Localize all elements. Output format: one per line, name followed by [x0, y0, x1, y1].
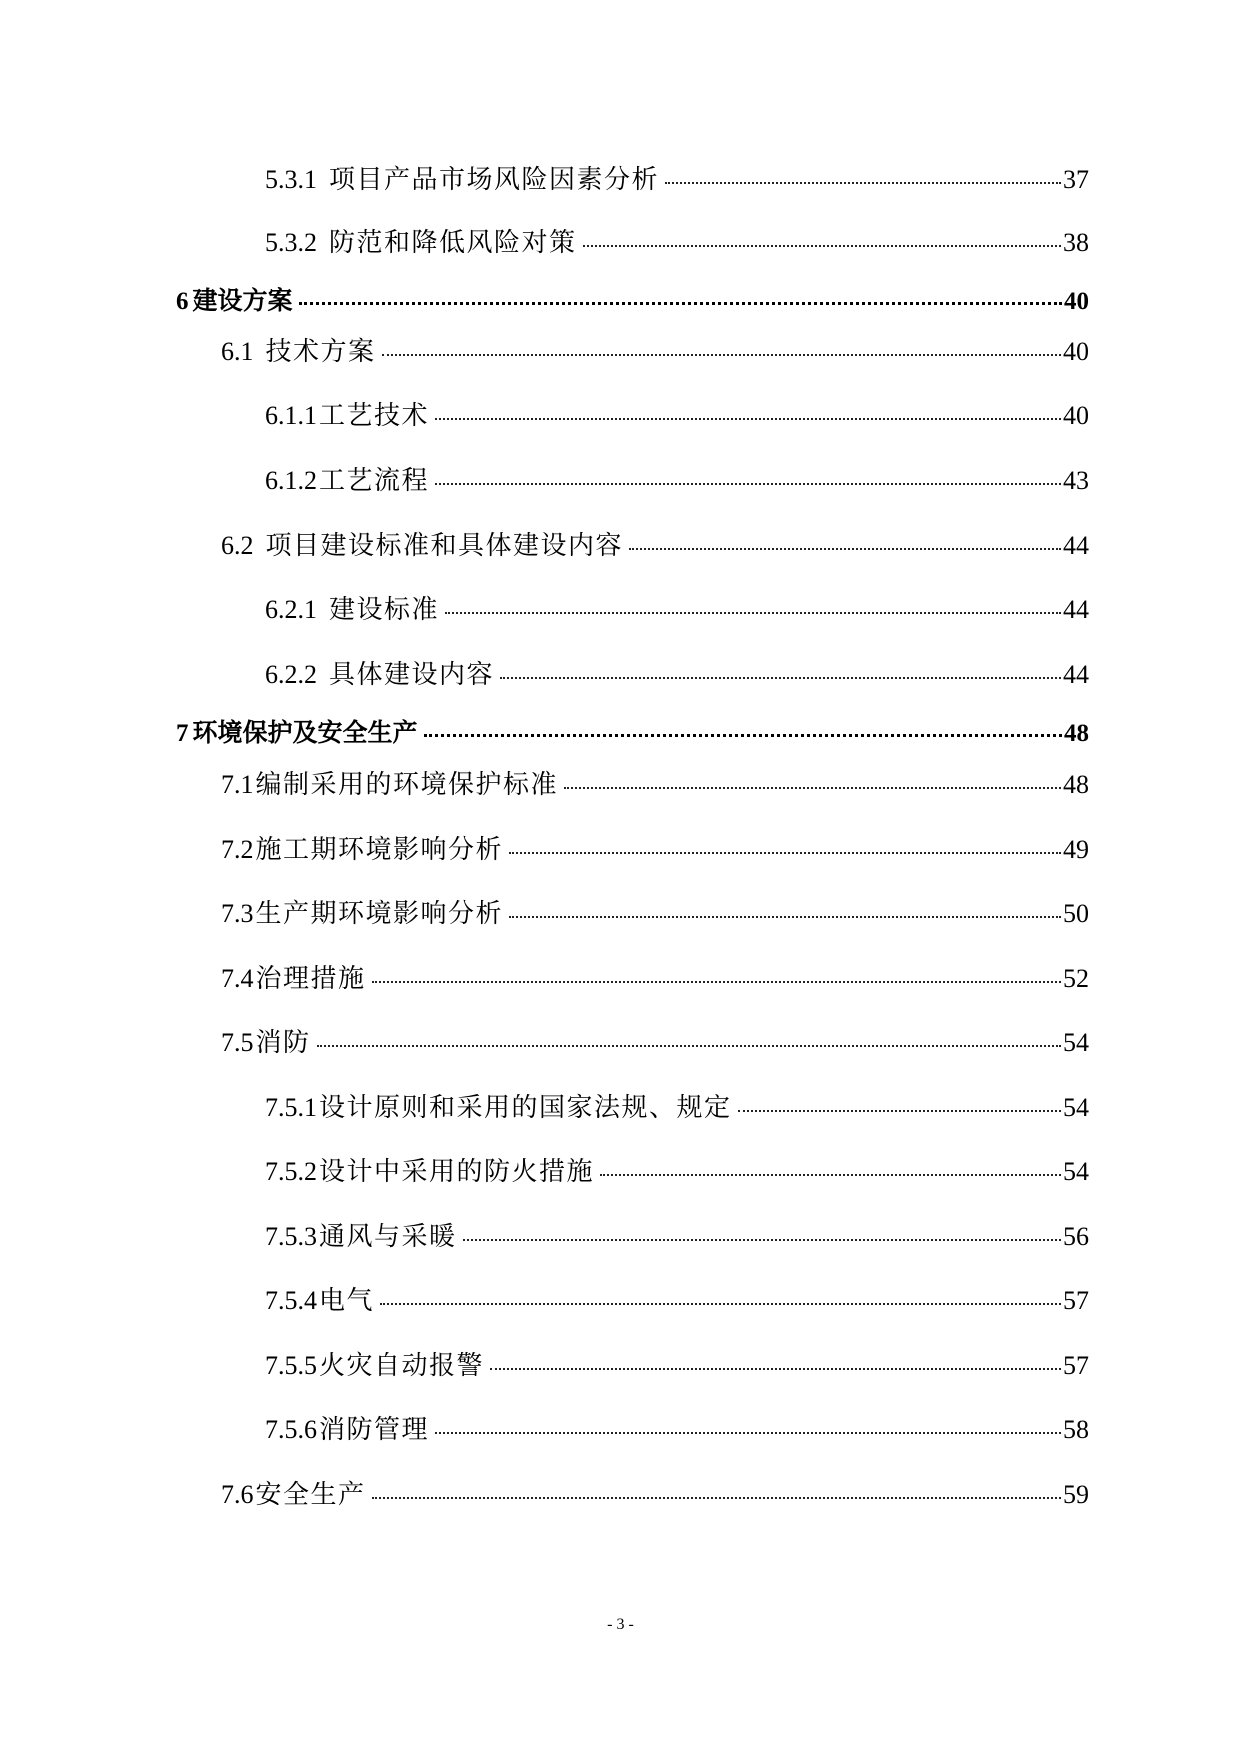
- toc-entry-number: 6.2.1: [265, 595, 317, 624]
- toc-page-number: 43: [1063, 466, 1089, 495]
- toc-entry-title: 设计原则和采用的国家法规、规定: [319, 1093, 732, 1123]
- toc-page-number: 44: [1063, 531, 1089, 560]
- toc-dot-leader: [629, 547, 1061, 550]
- toc-dot-leader: [463, 1238, 1061, 1241]
- toc-entry-number: 7.5.1: [265, 1093, 317, 1122]
- toc-entry-title: 工艺流程: [319, 466, 430, 496]
- toc-entry[interactable]: [265, 1414, 1089, 1446]
- toc-entry-title: 具体建设内容: [329, 660, 495, 690]
- toc-entry[interactable]: [265, 1285, 1089, 1317]
- toc-entry-label: [221, 963, 366, 995]
- toc-page-number: 54: [1063, 1028, 1089, 1057]
- toc-entry-title: 火灾自动报警: [319, 1351, 485, 1381]
- toc-dot-leader: [445, 611, 1061, 614]
- toc-entry[interactable]: [265, 1156, 1089, 1188]
- toc-page-number: 50: [1063, 899, 1089, 928]
- toc-dot-leader: [509, 851, 1061, 854]
- toc-entry[interactable]: [221, 336, 1089, 368]
- toc-entry-title: 施工期环境影响分析: [255, 835, 504, 865]
- toc-dot-leader: [509, 915, 1061, 918]
- toc-entry-number: 7.1: [221, 770, 254, 799]
- toc-dot-leader: [665, 181, 1061, 184]
- toc-entry-number: 7.5.5: [265, 1351, 317, 1380]
- toc-entry-label: [221, 1479, 366, 1511]
- toc-page-number: 48: [1063, 770, 1089, 799]
- toc-entry-label: [176, 285, 293, 318]
- page-number-footer: - 3 -: [607, 1616, 634, 1633]
- toc-entry[interactable]: [265, 227, 1089, 259]
- toc-entry-label: [221, 336, 376, 368]
- toc-entry-title: 工艺技术: [319, 401, 430, 431]
- toc-dot-leader: [564, 786, 1061, 789]
- toc-page-number: 49: [1063, 835, 1089, 864]
- toc-dot-leader: [435, 482, 1061, 485]
- toc-entry-number: 6.1.2: [265, 466, 317, 495]
- toc-entry[interactable]: [265, 164, 1089, 196]
- toc-dot-leader: [738, 1109, 1061, 1112]
- toc-dot-leader: [583, 244, 1061, 247]
- toc-entry-title: 建设方案: [192, 286, 293, 315]
- toc-entry-number: 5.3.1: [265, 165, 317, 194]
- toc-entry[interactable]: [221, 898, 1089, 930]
- toc-entry-label: [221, 898, 503, 930]
- toc-entry-title: 治理措施: [255, 964, 366, 994]
- toc-entry-label: [265, 227, 577, 259]
- toc-entry-title: 项目产品市场风险因素分析: [329, 165, 660, 195]
- toc-dot-leader: [490, 1367, 1061, 1370]
- toc-entry-label: [265, 1221, 457, 1253]
- toc-page-number: 38: [1063, 228, 1089, 257]
- toc-page-number: 37: [1063, 165, 1089, 194]
- toc-entry-title: 生产期环境影响分析: [255, 899, 504, 929]
- toc-dot-leader: [372, 980, 1061, 983]
- toc-entry-label: [265, 1414, 429, 1446]
- toc-entry[interactable]: [265, 594, 1089, 626]
- toc-entry-title: 安全生产: [255, 1480, 366, 1510]
- toc-dot-leader: [435, 417, 1061, 420]
- toc-page-number: 54: [1063, 1093, 1089, 1122]
- toc-entry-label: [221, 1027, 311, 1059]
- toc-entry-title: 设计中采用的防火措施: [319, 1157, 595, 1187]
- toc-entry-number: 7.5.6: [265, 1415, 317, 1444]
- toc-entry-title: 消防: [255, 1028, 311, 1058]
- toc-entry-title: 通风与采暖: [319, 1222, 457, 1252]
- toc-entry-number: 6.1: [221, 337, 254, 366]
- toc-page-number: 58: [1063, 1415, 1089, 1444]
- toc-entry-label: [265, 1156, 594, 1188]
- toc-page-number: 52: [1063, 964, 1089, 993]
- toc-entry[interactable]: [221, 1479, 1089, 1511]
- toc-entry-label: [221, 769, 558, 801]
- toc-page-number: 59: [1063, 1480, 1089, 1509]
- toc-entry-number: 6.1.1: [265, 401, 317, 430]
- toc-entry[interactable]: [221, 834, 1089, 866]
- toc-entry[interactable]: [265, 1092, 1089, 1124]
- toc-entry[interactable]: [176, 285, 1089, 318]
- toc-entry[interactable]: [221, 963, 1089, 995]
- toc-entry[interactable]: [176, 717, 1089, 750]
- toc-entry-title: 电气: [319, 1286, 375, 1316]
- toc-entry[interactable]: [221, 530, 1089, 562]
- toc-entry-number: 7.6: [221, 1480, 254, 1509]
- toc-entry-number: 6: [176, 288, 189, 315]
- toc-entry-number: 7.2: [221, 835, 254, 864]
- toc-entry-number: 7.4: [221, 964, 254, 993]
- toc-page-number: 57: [1063, 1351, 1089, 1380]
- toc-dot-leader: [424, 733, 1062, 737]
- toc-dot-leader: [372, 1496, 1061, 1499]
- toc-entry-number: 6.2: [221, 531, 254, 560]
- toc-entry-number: 5.3.2: [265, 228, 317, 257]
- toc-entry-title: 建设标准: [329, 595, 440, 625]
- toc-entry-title: 项目建设标准和具体建设内容: [265, 531, 624, 561]
- toc-entry-number: 7.5.4: [265, 1286, 317, 1315]
- toc-entry-number: 7: [176, 720, 189, 747]
- toc-entry-label: [265, 594, 439, 626]
- toc-entry-title: 环境保护及安全生产: [192, 718, 418, 747]
- toc-page-number: 40: [1063, 401, 1089, 430]
- toc-page-number: 40: [1063, 337, 1089, 366]
- toc-entry-label: [265, 659, 494, 691]
- toc-entry-title: 消防管理: [319, 1415, 430, 1445]
- toc-page-number: 56: [1063, 1222, 1089, 1251]
- toc-entry-label: [265, 164, 659, 196]
- toc-entry-number: 7.5: [221, 1028, 254, 1057]
- toc-entry-label: [221, 834, 503, 866]
- toc-entry[interactable]: [265, 1350, 1089, 1382]
- toc-entry-label: [265, 400, 429, 432]
- toc-page-number: 40: [1064, 288, 1089, 315]
- toc-page-number: 57: [1063, 1286, 1089, 1315]
- toc-entry-title: 防范和降低风险对策: [329, 228, 577, 258]
- toc-entry-label: [265, 1092, 732, 1124]
- toc-entry-label: [265, 1350, 484, 1382]
- toc-page-number: 48: [1064, 720, 1089, 747]
- toc-dot-leader: [299, 301, 1062, 305]
- toc-entry[interactable]: [265, 1221, 1089, 1253]
- toc-entry-number: 7.3: [221, 899, 254, 928]
- toc-page-number: 44: [1063, 660, 1089, 689]
- toc-entry-label: [221, 530, 623, 562]
- toc-entry-title: 技术方案: [265, 337, 376, 367]
- toc-dot-leader: [600, 1173, 1061, 1176]
- toc-dot-leader: [382, 353, 1061, 356]
- toc-entry-number: 7.5.2: [265, 1157, 317, 1186]
- toc-dot-leader: [500, 676, 1061, 679]
- toc-entry-label: [176, 717, 418, 750]
- toc-entry[interactable]: [265, 659, 1089, 691]
- toc-page-number: 54: [1063, 1157, 1089, 1186]
- toc-entry-label: [265, 1285, 374, 1317]
- toc-dot-leader: [317, 1044, 1061, 1047]
- toc-entry[interactable]: [221, 769, 1089, 801]
- toc-page-number: 44: [1063, 595, 1089, 624]
- toc-entry-number: 6.2.2: [265, 660, 317, 689]
- toc-entry-number: 7.5.3: [265, 1222, 317, 1251]
- toc-entry-title: 编制采用的环境保护标准: [255, 770, 559, 800]
- toc-entry[interactable]: [221, 1027, 1089, 1059]
- toc-entry[interactable]: [265, 465, 1089, 497]
- toc-dot-leader: [380, 1302, 1061, 1305]
- toc-dot-leader: [435, 1431, 1061, 1434]
- toc-entry-label: [265, 465, 429, 497]
- toc-entry[interactable]: [265, 400, 1089, 432]
